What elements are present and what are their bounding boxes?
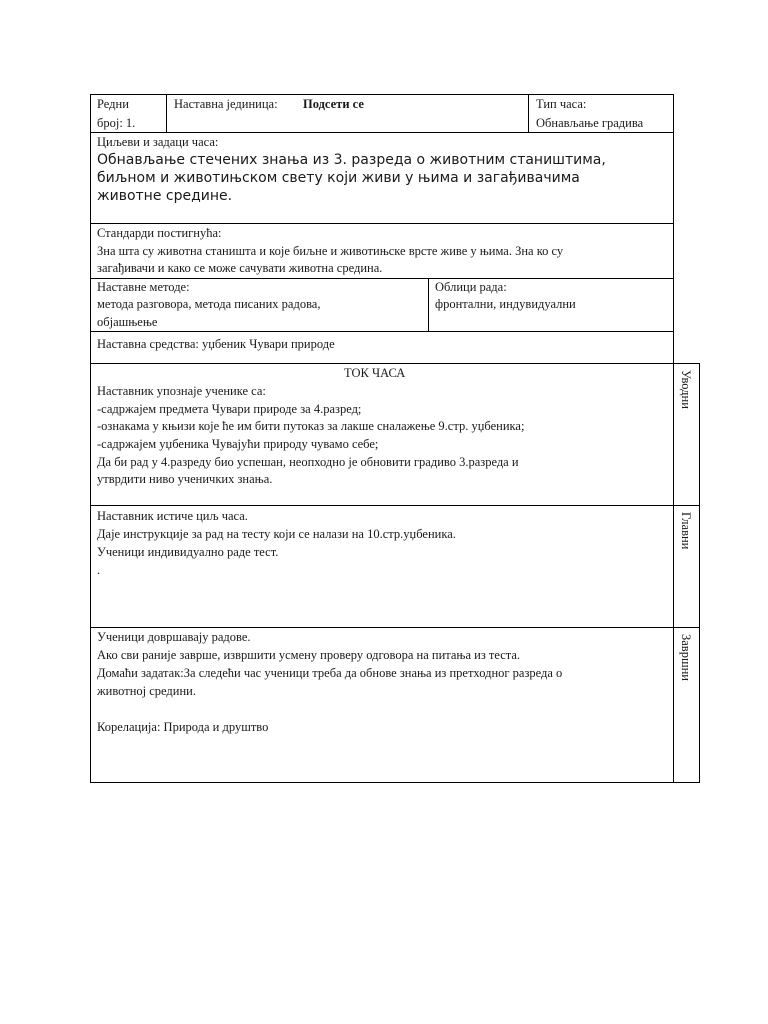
final-line-6: Корелација: Природа и друштво [97,720,269,734]
intro-line-5: Да би рад у 4.разреду био успешан, неопходно је обновити градиво 3.разреда и [97,455,519,469]
goals-line-3: животне средине. [97,188,233,204]
number-label: Редни [97,97,129,111]
main-line-2: Даје инструкције за рад на тесту који се налази на 10.стр.уџбеника. [97,527,456,541]
intro-line-6: утврдити ниво ученичких знања. [97,472,273,486]
lesson-title: ТОК ЧАСА [344,366,406,380]
number-value: број: 1. [97,116,136,130]
standards-line-1: Зна шта су животна станишта и које биљне и животињске врсте живе у њима. Зна ко су [97,244,564,258]
goals-line-1: Обнављање стечених знања из 3. разреда о животним стаништима, [97,152,606,168]
unit-label: Наставна јединица: [174,97,278,111]
final-line-2: Ако сви раније заврше, извршити усмену проверу одговора на питања из теста. [97,648,521,662]
main-side-label: Главни [679,512,693,550]
forms-value: фронтални, индувидуални [435,297,576,311]
main-line-3: Ученици индивидуално раде тест. [97,545,279,559]
main-line-1: Наставник истиче циљ часа. [97,509,248,523]
final-line-1: Ученици довршавају радове. [97,630,251,644]
intro-side-label: Уводни [679,370,693,409]
methods-line-2: објашњење [97,315,158,329]
standards-label: Стандарди постигнућа: [97,226,222,240]
main-line-4: . [97,563,101,577]
final-side-label: Завршни [679,634,693,681]
intro-line-3: -ознакама у књизи које ће им бити путоказ за лакше сналажење 9.стр. уџбеника; [97,419,525,433]
methods-line-1: метода разговора, метода писаних радова, [97,297,321,311]
intro-line-1: Наставник упознаје ученике са: [97,384,266,398]
forms-label: Облици рада: [435,280,507,294]
intro-line-2: -садржајем предмета Чувари природе за 4.разред; [97,402,362,416]
unit-value: Подсети се [303,97,364,111]
final-line-3: Домаћи задатак:За следећи час ученици треба да обнове знања из претходног разреда о [97,666,563,680]
type-label: Тип часа: [536,97,587,111]
final-line-4: животној средини. [97,684,196,698]
standards-line-2: загађивачи и како се може сачувати животна средина. [97,261,383,275]
methods-label: Наставне методе: [97,280,190,294]
goals-line-2: биљном и животињском свету који живи у њима и загађивачима [97,170,580,186]
resources-text: Наставна средства: уџбеник Чувари природе [97,337,335,351]
type-value: Обнављање градива [536,116,644,130]
goals-label: Циљеви и задаци часа: [97,135,219,149]
intro-line-4: -садржајем уџбеника Чувајући природу чувамо себе; [97,437,379,451]
